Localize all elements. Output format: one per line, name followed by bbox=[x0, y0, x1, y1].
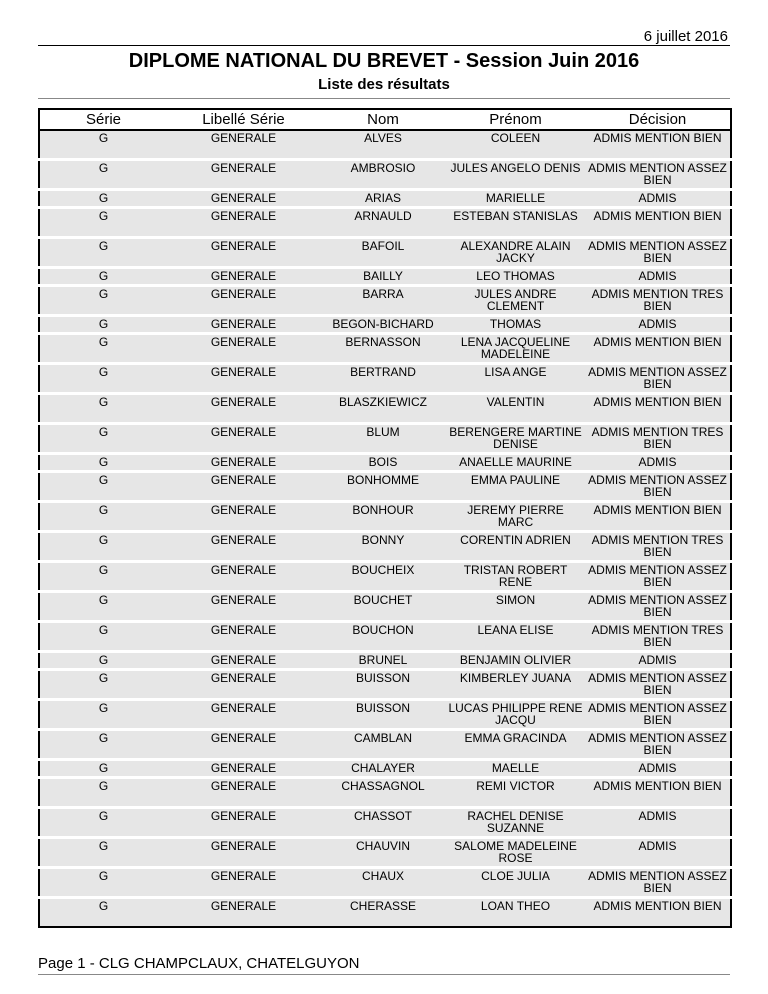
cell-prenom: RACHEL DENISE SUZANNE bbox=[446, 808, 585, 838]
cell-serie: G bbox=[39, 760, 167, 778]
cell-decision: ADMIS bbox=[585, 316, 731, 334]
table-row bbox=[39, 700, 731, 730]
cell-prenom: JULES ANDRE CLEMENT bbox=[446, 286, 585, 316]
cell-nom: ALVES bbox=[320, 130, 446, 160]
cell-decision: ADMIS MENTION ASSEZ BIEN bbox=[585, 700, 731, 730]
cell-nom: CAMBLAN bbox=[320, 730, 446, 760]
cell-libelle: GENERALE bbox=[167, 454, 320, 472]
results-table bbox=[38, 108, 732, 928]
cell-nom: BAILLY bbox=[320, 268, 446, 286]
cell-prenom: KIMBERLEY JUANA bbox=[446, 670, 585, 700]
cell-prenom: BENJAMIN OLIVIER bbox=[446, 652, 585, 670]
table-row bbox=[39, 502, 731, 532]
cell-serie: G bbox=[39, 286, 167, 316]
cell-serie: G bbox=[39, 424, 167, 454]
cell-prenom: LEANA ELISE bbox=[446, 622, 585, 652]
cell-libelle: GENERALE bbox=[167, 760, 320, 778]
cell-libelle: GENERALE bbox=[167, 130, 320, 160]
cell-serie: G bbox=[39, 334, 167, 364]
cell-prenom: CLOE JULIA bbox=[446, 868, 585, 898]
column-header-serie: Série bbox=[39, 109, 167, 130]
cell-libelle: GENERALE bbox=[167, 868, 320, 898]
cell-libelle: GENERALE bbox=[167, 562, 320, 592]
column-header-nom: Nom bbox=[320, 109, 446, 130]
table-row bbox=[39, 532, 731, 562]
cell-nom: ARNAULD bbox=[320, 208, 446, 238]
cell-serie: G bbox=[39, 700, 167, 730]
cell-libelle: GENERALE bbox=[167, 472, 320, 502]
cell-nom: BUISSON bbox=[320, 670, 446, 700]
cell-nom: BOUCHEIX bbox=[320, 562, 446, 592]
cell-libelle: GENERALE bbox=[167, 208, 320, 238]
cell-decision: ADMIS MENTION BIEN bbox=[585, 334, 731, 364]
cell-nom: CHASSOT bbox=[320, 808, 446, 838]
cell-decision: ADMIS MENTION TRES BIEN bbox=[585, 286, 731, 316]
cell-libelle: GENERALE bbox=[167, 898, 320, 928]
cell-prenom: EMMA PAULINE bbox=[446, 472, 585, 502]
cell-serie: G bbox=[39, 652, 167, 670]
table-row bbox=[39, 778, 731, 808]
cell-decision: ADMIS bbox=[585, 808, 731, 838]
cell-prenom: JULES ANGELO DENIS bbox=[446, 160, 585, 190]
table-row bbox=[39, 592, 731, 622]
cell-nom: BLASZKIEWICZ bbox=[320, 394, 446, 424]
cell-prenom: MAELLE bbox=[446, 760, 585, 778]
cell-serie: G bbox=[39, 190, 167, 208]
cell-prenom: LUCAS PHILIPPE RENE JACQU bbox=[446, 700, 585, 730]
table-row bbox=[39, 622, 731, 652]
cell-serie: G bbox=[39, 670, 167, 700]
cell-libelle: GENERALE bbox=[167, 778, 320, 808]
table-row bbox=[39, 730, 731, 760]
cell-serie: G bbox=[39, 868, 167, 898]
cell-decision: ADMIS MENTION ASSEZ BIEN bbox=[585, 670, 731, 700]
cell-decision: ADMIS bbox=[585, 838, 731, 868]
cell-prenom: COLEEN bbox=[446, 130, 585, 160]
cell-libelle: GENERALE bbox=[167, 652, 320, 670]
cell-nom: AMBROSIO bbox=[320, 160, 446, 190]
cell-serie: G bbox=[39, 208, 167, 238]
table-row bbox=[39, 868, 731, 898]
cell-nom: BOUCHON bbox=[320, 622, 446, 652]
cell-decision: ADMIS MENTION BIEN bbox=[585, 394, 731, 424]
table-body bbox=[39, 130, 731, 927]
cell-prenom: BERENGERE MARTINE DENISE bbox=[446, 424, 585, 454]
cell-serie: G bbox=[39, 730, 167, 760]
cell-nom: BONHOMME bbox=[320, 472, 446, 502]
cell-libelle: GENERALE bbox=[167, 730, 320, 760]
cell-serie: G bbox=[39, 316, 167, 334]
cell-prenom: LOAN THEO bbox=[446, 898, 585, 928]
cell-libelle: GENERALE bbox=[167, 394, 320, 424]
cell-nom: BERTRAND bbox=[320, 364, 446, 394]
cell-serie: G bbox=[39, 364, 167, 394]
table-row bbox=[39, 562, 731, 592]
cell-nom: BLUM bbox=[320, 424, 446, 454]
subtitle-divider bbox=[38, 98, 730, 99]
cell-nom: CHERASSE bbox=[320, 898, 446, 928]
table-row bbox=[39, 760, 731, 778]
document-date: 6 juillet 2016 bbox=[643, 28, 728, 45]
cell-prenom: LISA ANGE bbox=[446, 364, 585, 394]
cell-decision: ADMIS MENTION ASSEZ BIEN bbox=[585, 472, 731, 502]
table-header-row bbox=[39, 109, 731, 130]
cell-nom: CHAUVIN bbox=[320, 838, 446, 868]
cell-decision: ADMIS MENTION TRES BIEN bbox=[585, 424, 731, 454]
cell-nom: CHASSAGNOL bbox=[320, 778, 446, 808]
cell-serie: G bbox=[39, 160, 167, 190]
cell-libelle: GENERALE bbox=[167, 532, 320, 562]
cell-serie: G bbox=[39, 454, 167, 472]
cell-libelle: GENERALE bbox=[167, 334, 320, 364]
cell-decision: ADMIS MENTION ASSEZ BIEN bbox=[585, 238, 731, 268]
table-row bbox=[39, 286, 731, 316]
table-row bbox=[39, 268, 731, 286]
cell-decision: ADMIS MENTION ASSEZ BIEN bbox=[585, 160, 731, 190]
document-title: DIPLOME NATIONAL DU BREVET - Session Juin 2016 bbox=[128, 50, 640, 72]
table-row bbox=[39, 472, 731, 502]
table-row bbox=[39, 652, 731, 670]
cell-prenom: LEO THOMAS bbox=[446, 268, 585, 286]
column-header-libelle: Libellé Série bbox=[167, 109, 320, 130]
cell-libelle: GENERALE bbox=[167, 592, 320, 622]
cell-prenom: THOMAS bbox=[446, 316, 585, 334]
cell-libelle: GENERALE bbox=[167, 424, 320, 454]
document-subtitle: Liste des résultats bbox=[318, 76, 450, 93]
cell-libelle: GENERALE bbox=[167, 316, 320, 334]
cell-decision: ADMIS MENTION ASSEZ BIEN bbox=[585, 562, 731, 592]
table-row bbox=[39, 208, 731, 238]
cell-nom: BOUCHET bbox=[320, 592, 446, 622]
table-row bbox=[39, 364, 731, 394]
cell-nom: BONNY bbox=[320, 532, 446, 562]
cell-libelle: GENERALE bbox=[167, 670, 320, 700]
cell-prenom: MARIELLE bbox=[446, 190, 585, 208]
cell-libelle: GENERALE bbox=[167, 190, 320, 208]
cell-decision: ADMIS MENTION BIEN bbox=[585, 502, 731, 532]
table-row bbox=[39, 424, 731, 454]
cell-prenom: LENA JACQUELINE MADELEINE bbox=[446, 334, 585, 364]
cell-serie: G bbox=[39, 778, 167, 808]
cell-libelle: GENERALE bbox=[167, 502, 320, 532]
table-row bbox=[39, 190, 731, 208]
cell-nom: BAFOIL bbox=[320, 238, 446, 268]
cell-decision: ADMIS MENTION ASSEZ BIEN bbox=[585, 868, 731, 898]
table-row bbox=[39, 454, 731, 472]
cell-decision: ADMIS bbox=[585, 760, 731, 778]
table-row bbox=[39, 838, 731, 868]
page-footer: Page 1 - CLG CHAMPCLAUX, CHATELGUYON bbox=[38, 955, 360, 972]
cell-decision: ADMIS MENTION TRES BIEN bbox=[585, 532, 731, 562]
cell-decision: ADMIS MENTION ASSEZ BIEN bbox=[585, 364, 731, 394]
cell-prenom: JEREMY PIERRE MARC bbox=[446, 502, 585, 532]
cell-serie: G bbox=[39, 394, 167, 424]
table-row bbox=[39, 670, 731, 700]
cell-serie: G bbox=[39, 268, 167, 286]
cell-nom: BERNASSON bbox=[320, 334, 446, 364]
cell-nom: BARRA bbox=[320, 286, 446, 316]
cell-libelle: GENERALE bbox=[167, 238, 320, 268]
header-divider bbox=[38, 45, 730, 46]
cell-prenom: CORENTIN ADRIEN bbox=[446, 532, 585, 562]
cell-decision: ADMIS MENTION BIEN bbox=[585, 130, 731, 160]
cell-serie: G bbox=[39, 562, 167, 592]
cell-prenom: ANAELLE MAURINE bbox=[446, 454, 585, 472]
cell-libelle: GENERALE bbox=[167, 286, 320, 316]
cell-libelle: GENERALE bbox=[167, 622, 320, 652]
cell-libelle: GENERALE bbox=[167, 160, 320, 190]
cell-serie: G bbox=[39, 238, 167, 268]
cell-serie: G bbox=[39, 472, 167, 502]
table-row bbox=[39, 898, 731, 928]
cell-libelle: GENERALE bbox=[167, 268, 320, 286]
cell-serie: G bbox=[39, 592, 167, 622]
cell-prenom: SIMON bbox=[446, 592, 585, 622]
column-header-prenom: Prénom bbox=[446, 109, 585, 130]
cell-serie: G bbox=[39, 502, 167, 532]
cell-nom: CHALAYER bbox=[320, 760, 446, 778]
cell-nom: CHAUX bbox=[320, 868, 446, 898]
cell-serie: G bbox=[39, 130, 167, 160]
cell-nom: BEGON-BICHARD bbox=[320, 316, 446, 334]
cell-serie: G bbox=[39, 532, 167, 562]
footer-divider bbox=[38, 974, 730, 975]
cell-nom: ARIAS bbox=[320, 190, 446, 208]
cell-decision: ADMIS bbox=[585, 268, 731, 286]
table-row bbox=[39, 334, 731, 364]
cell-decision: ADMIS MENTION TRES BIEN bbox=[585, 622, 731, 652]
cell-nom: BRUNEL bbox=[320, 652, 446, 670]
cell-serie: G bbox=[39, 838, 167, 868]
cell-prenom: SALOME MADELEINE ROSE bbox=[446, 838, 585, 868]
cell-decision: ADMIS MENTION ASSEZ BIEN bbox=[585, 592, 731, 622]
cell-libelle: GENERALE bbox=[167, 364, 320, 394]
cell-decision: ADMIS MENTION BIEN bbox=[585, 898, 731, 928]
cell-prenom: EMMA GRACINDA bbox=[446, 730, 585, 760]
cell-serie: G bbox=[39, 808, 167, 838]
cell-prenom: ALEXANDRE ALAIN JACKY bbox=[446, 238, 585, 268]
table-row bbox=[39, 238, 731, 268]
table-row bbox=[39, 160, 731, 190]
cell-prenom: REMI VICTOR bbox=[446, 778, 585, 808]
table-row bbox=[39, 808, 731, 838]
cell-decision: ADMIS MENTION BIEN bbox=[585, 208, 731, 238]
cell-prenom: VALENTIN bbox=[446, 394, 585, 424]
cell-nom: BOIS bbox=[320, 454, 446, 472]
cell-serie: G bbox=[39, 898, 167, 928]
cell-decision: ADMIS bbox=[585, 652, 731, 670]
cell-prenom: TRISTAN ROBERT RENE bbox=[446, 562, 585, 592]
cell-libelle: GENERALE bbox=[167, 838, 320, 868]
table-row bbox=[39, 316, 731, 334]
cell-libelle: GENERALE bbox=[167, 700, 320, 730]
column-header-decision: Décision bbox=[585, 109, 731, 130]
cell-nom: BUISSON bbox=[320, 700, 446, 730]
cell-decision: ADMIS bbox=[585, 454, 731, 472]
cell-libelle: GENERALE bbox=[167, 808, 320, 838]
cell-serie: G bbox=[39, 622, 167, 652]
cell-prenom: ESTEBAN STANISLAS bbox=[446, 208, 585, 238]
cell-decision: ADMIS MENTION ASSEZ BIEN bbox=[585, 730, 731, 760]
cell-decision: ADMIS bbox=[585, 190, 731, 208]
table-row bbox=[39, 394, 731, 424]
table-row bbox=[39, 130, 731, 160]
cell-decision: ADMIS MENTION BIEN bbox=[585, 778, 731, 808]
cell-nom: BONHOUR bbox=[320, 502, 446, 532]
